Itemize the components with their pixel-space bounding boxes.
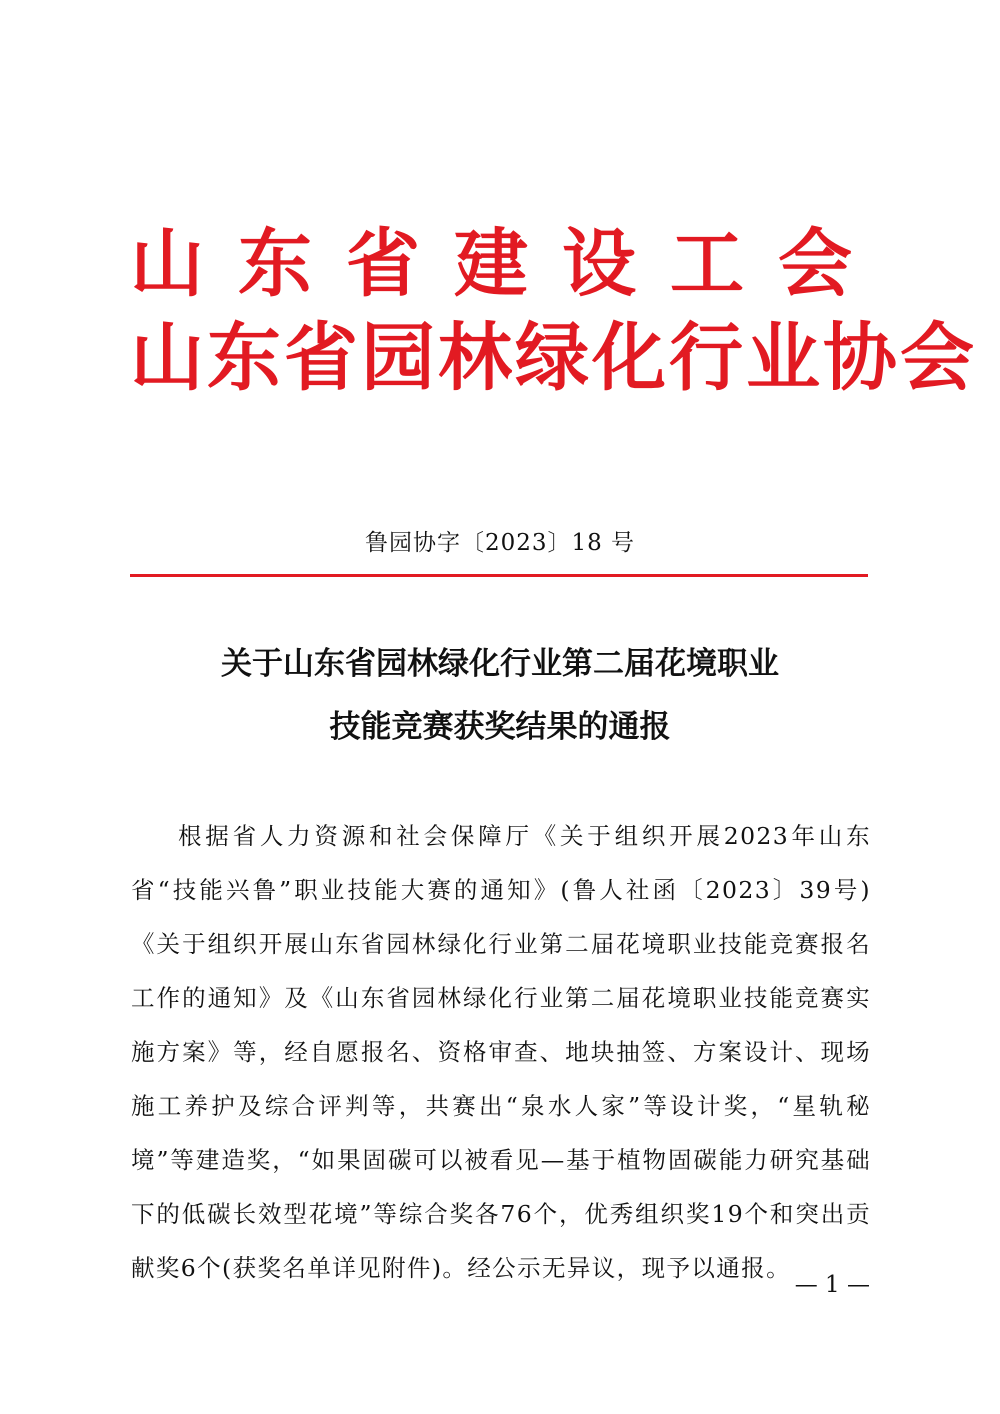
red-separator-line [130, 574, 868, 577]
body-paragraph: 根据省人力资源和社会保障厅《关于组织开展2023年山东省“技能兴鲁”职业技能大赛的通知》(鲁人社函〔2023〕39号)《关于组织开展山东省园林绿化行业第二届花境职业技能竞赛报名工作的通知》及《山东省园林绿化行业第二届花境职业技能竞赛实施方案》等，经自愿报名、资格审查、地块抽签、方案设计、现场施工养护及综合评判等，共赛出“泉水人家”等设计奖，“星轨秘境”等建造奖，“如果固碳可以被看见—基于植物固碳能力研究基础下的低碳长效型花境”等综合奖各76个，优秀组织奖19个和突出贡献奖6个(获奖名单详见附件)。经公示无异议，现予以通报。 [131, 822, 871, 1282]
document-number: 鲁园协字〔2023〕18 号 [364, 530, 636, 556]
issuer-name-line1: 山东省建设工会 [130, 221, 886, 307]
document-title-line2: 技能竞赛获奖结果的通报 [329, 709, 671, 745]
document-title-line1: 关于山东省园林绿化行业第二届花境职业 [221, 646, 779, 682]
issuer-name-line2: 山东省园林绿化行业协会 [130, 315, 977, 401]
page-number: — 1 — [794, 1272, 870, 1298]
